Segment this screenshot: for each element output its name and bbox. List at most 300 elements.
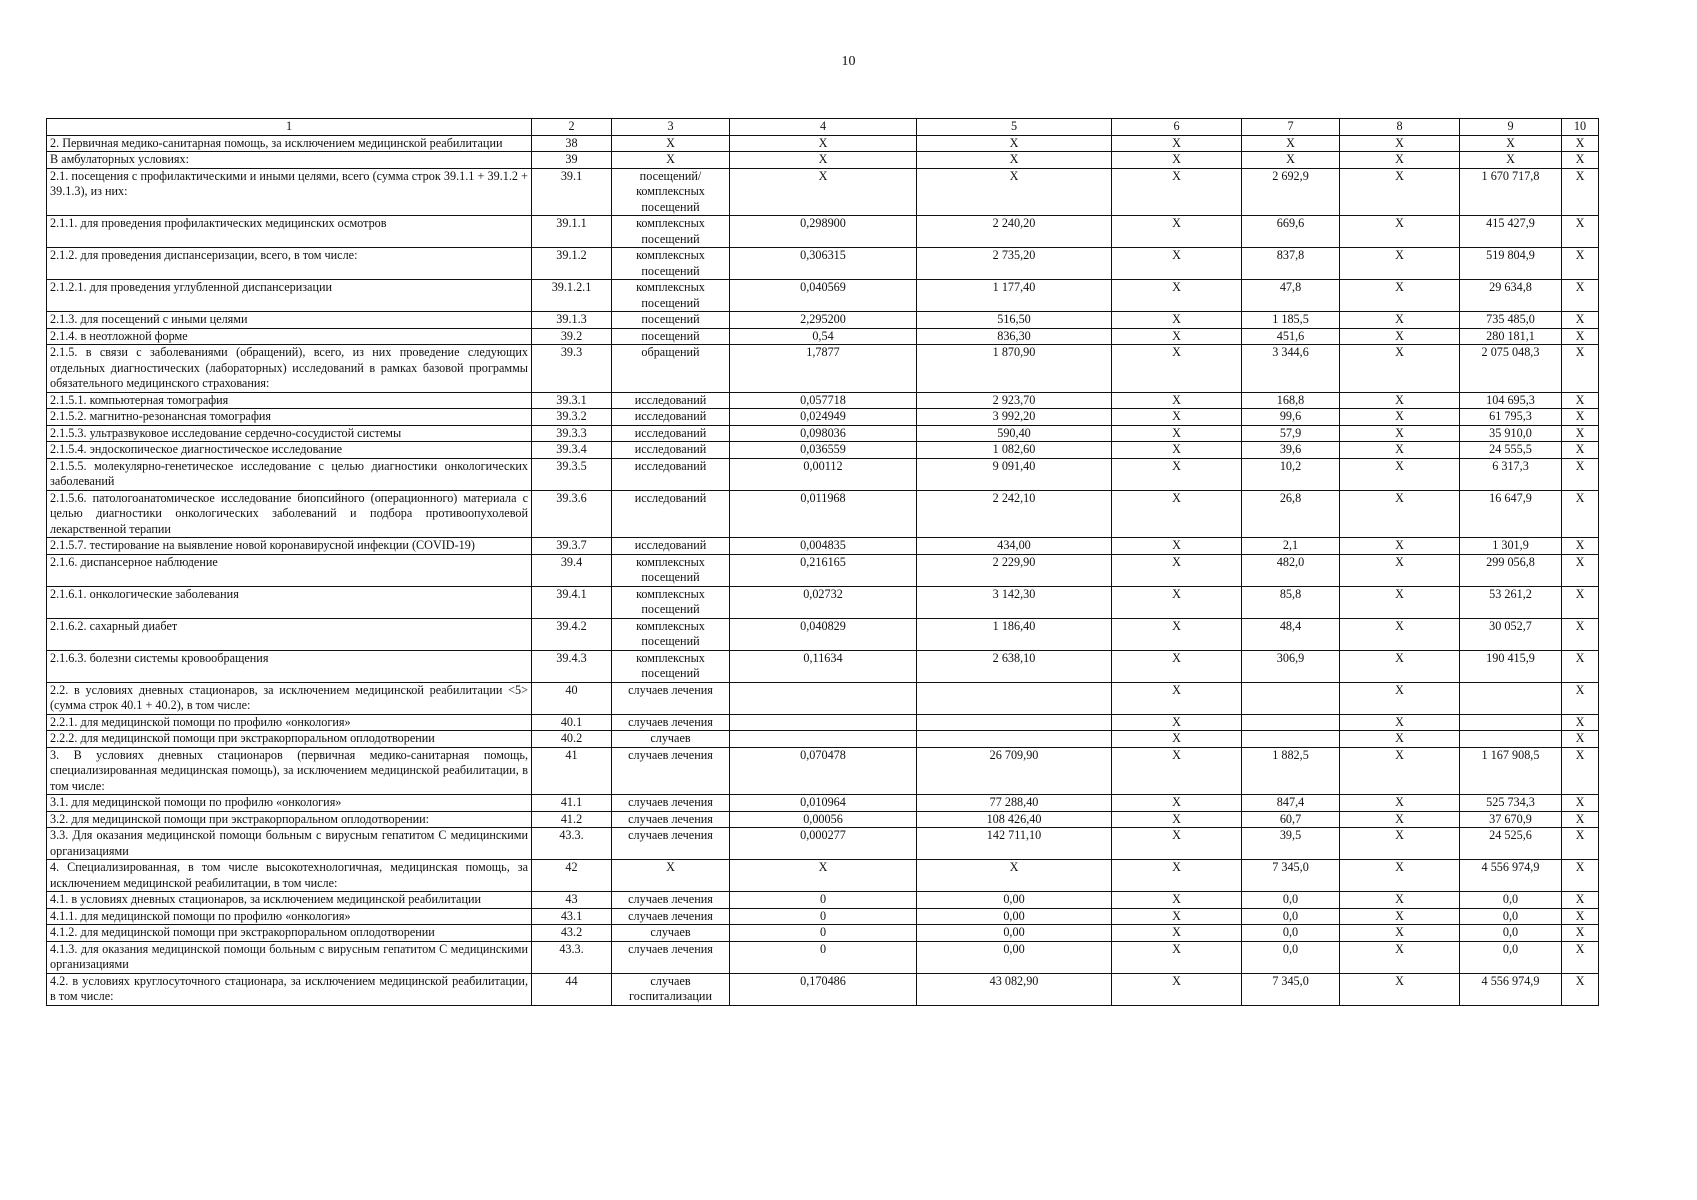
cell-col-7: 26,8 [1242, 490, 1340, 538]
table-row [47, 908, 1599, 925]
cell-col-7: X [1242, 135, 1340, 152]
cell-col-8: X [1340, 925, 1460, 942]
cell-col-5 [917, 731, 1112, 748]
cell-col-6: X [1112, 409, 1242, 426]
table-row [47, 328, 1599, 345]
cell-col-1: 3.3. Для оказания медицинской помощи больным с вирусным гепатитом С медицинскими организациями [47, 828, 532, 860]
cell-col-8: X [1340, 328, 1460, 345]
cell-col-10: X [1562, 747, 1599, 795]
cell-col-5: 0,00 [917, 941, 1112, 973]
cell-col-2: 41.1 [532, 795, 612, 812]
cell-col-7 [1242, 731, 1340, 748]
cell-col-1: 3. В условиях дневных стационаров (первичная медико-санитарная помощь, специализированная медицинская помощь), за исключением медицинской реабилитации, в том числе: [47, 747, 532, 795]
cell-col-5: 1 177,40 [917, 280, 1112, 312]
cell-col-7: 1 882,5 [1242, 747, 1340, 795]
cell-col-3: комплексных посещений [612, 248, 730, 280]
column-header-9: 9 [1460, 119, 1562, 136]
cell-col-3: исследований [612, 458, 730, 490]
cell-col-8: X [1340, 941, 1460, 973]
cell-col-3: обращений [612, 345, 730, 393]
cell-col-10: X [1562, 618, 1599, 650]
column-header-2: 2 [532, 119, 612, 136]
table-row [47, 747, 1599, 795]
cell-col-3: X [612, 152, 730, 169]
cell-col-3: исследований [612, 490, 730, 538]
cell-col-9: 2 075 048,3 [1460, 345, 1562, 393]
cell-col-3: случаев госпитализации [612, 973, 730, 1005]
cell-col-5: 43 082,90 [917, 973, 1112, 1005]
cell-col-3: случаев лечения [612, 811, 730, 828]
cell-col-8: X [1340, 554, 1460, 586]
cell-col-1: 3.1. для медицинской помощи по профилю «онкология» [47, 795, 532, 812]
cell-col-8: X [1340, 458, 1460, 490]
cell-col-3: случаев лечения [612, 828, 730, 860]
table-row [47, 892, 1599, 909]
cell-col-1: 2.1.1. для проведения профилактических медицинских осмотров [47, 216, 532, 248]
cell-col-2: 39.3.1 [532, 392, 612, 409]
cell-col-4: 0,098036 [730, 425, 917, 442]
cell-col-5: 2 923,70 [917, 392, 1112, 409]
cell-col-9: 29 634,8 [1460, 280, 1562, 312]
cell-col-2: 39.3.3 [532, 425, 612, 442]
cell-col-2: 43.3. [532, 941, 612, 973]
table-row [47, 538, 1599, 555]
cell-col-2: 39.1.2 [532, 248, 612, 280]
cell-col-6: X [1112, 650, 1242, 682]
cell-col-3: X [612, 860, 730, 892]
cell-col-5: X [917, 860, 1112, 892]
cell-col-2: 39.4.2 [532, 618, 612, 650]
column-header-10: 10 [1562, 119, 1599, 136]
cell-col-9: 1 167 908,5 [1460, 747, 1562, 795]
cell-col-7: 7 345,0 [1242, 973, 1340, 1005]
cell-col-2: 43.2 [532, 925, 612, 942]
cell-col-5: 836,30 [917, 328, 1112, 345]
cell-col-4: 0,010964 [730, 795, 917, 812]
cell-col-7: 306,9 [1242, 650, 1340, 682]
cell-col-3: посещений [612, 328, 730, 345]
cell-col-8: X [1340, 312, 1460, 329]
table-row [47, 312, 1599, 329]
cell-col-4: 0,00056 [730, 811, 917, 828]
cell-col-6: X [1112, 860, 1242, 892]
cell-col-6: X [1112, 828, 1242, 860]
cell-col-5: 26 709,90 [917, 747, 1112, 795]
cell-col-9: 735 485,0 [1460, 312, 1562, 329]
cell-col-9: 0,0 [1460, 892, 1562, 909]
cell-col-6: X [1112, 168, 1242, 216]
cell-col-10: X [1562, 392, 1599, 409]
cell-col-8: X [1340, 795, 1460, 812]
cell-col-4: X [730, 152, 917, 169]
cell-col-5: 0,00 [917, 925, 1112, 942]
cell-col-3: посещений [612, 312, 730, 329]
cell-col-8: X [1340, 392, 1460, 409]
cell-col-7: 0,0 [1242, 908, 1340, 925]
cell-col-3: случаев лечения [612, 795, 730, 812]
cell-col-7: 451,6 [1242, 328, 1340, 345]
cell-col-10: X [1562, 731, 1599, 748]
table-row [47, 941, 1599, 973]
cell-col-2: 40.1 [532, 714, 612, 731]
cell-col-8: X [1340, 135, 1460, 152]
cell-col-10: X [1562, 168, 1599, 216]
cell-col-10: X [1562, 409, 1599, 426]
cell-col-6: X [1112, 392, 1242, 409]
cell-col-1: 2.1. посещения с профилактическими и иными целями, всего (сумма строк 39.1.1 + 39.1.2 + 39.1.3), из них: [47, 168, 532, 216]
table-row [47, 442, 1599, 459]
cell-col-4: 0,040569 [730, 280, 917, 312]
cell-col-2: 39 [532, 152, 612, 169]
table-row [47, 925, 1599, 942]
header-row [47, 119, 1599, 136]
cell-col-3: случаев лечения [612, 747, 730, 795]
cell-col-7: 7 345,0 [1242, 860, 1340, 892]
cell-col-6: X [1112, 328, 1242, 345]
cell-col-8: X [1340, 409, 1460, 426]
cell-col-9: 1 301,9 [1460, 538, 1562, 555]
cell-col-6: X [1112, 973, 1242, 1005]
cell-col-6: X [1112, 538, 1242, 555]
cell-col-4: 0,070478 [730, 747, 917, 795]
cell-col-2: 38 [532, 135, 612, 152]
cell-col-4: 0,170486 [730, 973, 917, 1005]
table-row [47, 586, 1599, 618]
cell-col-2: 39.3.2 [532, 409, 612, 426]
cell-col-4 [730, 682, 917, 714]
cell-col-4 [730, 731, 917, 748]
cell-col-9: 104 695,3 [1460, 392, 1562, 409]
cell-col-4: X [730, 168, 917, 216]
cell-col-5: 77 288,40 [917, 795, 1112, 812]
table-row [47, 828, 1599, 860]
cell-col-5: 108 426,40 [917, 811, 1112, 828]
cell-col-3: случаев лечения [612, 892, 730, 909]
cell-col-4: 0,024949 [730, 409, 917, 426]
cell-col-10: X [1562, 682, 1599, 714]
column-header-6: 6 [1112, 119, 1242, 136]
cell-col-2: 39.1 [532, 168, 612, 216]
cell-col-3: исследований [612, 409, 730, 426]
cell-col-2: 39.4.1 [532, 586, 612, 618]
cell-col-9: 0,0 [1460, 941, 1562, 973]
cell-col-9: 525 734,3 [1460, 795, 1562, 812]
table-row [47, 345, 1599, 393]
cell-col-4: 0,216165 [730, 554, 917, 586]
cell-col-9: 24 525,6 [1460, 828, 1562, 860]
cell-col-6: X [1112, 490, 1242, 538]
cell-col-10: X [1562, 442, 1599, 459]
cell-col-10: X [1562, 328, 1599, 345]
table-row [47, 248, 1599, 280]
cell-col-7: X [1242, 152, 1340, 169]
cell-col-7: 0,0 [1242, 941, 1340, 973]
cell-col-7: 60,7 [1242, 811, 1340, 828]
cell-col-1: 2.1.5.7. тестирование на выявление новой коронавирусной инфекции (COVID-19) [47, 538, 532, 555]
column-header-5: 5 [917, 119, 1112, 136]
cell-col-6: X [1112, 618, 1242, 650]
cell-col-6: X [1112, 345, 1242, 393]
cell-col-8: X [1340, 538, 1460, 555]
cell-col-6: X [1112, 682, 1242, 714]
cell-col-7: 48,4 [1242, 618, 1340, 650]
cell-col-6: X [1112, 312, 1242, 329]
cell-col-7: 847,4 [1242, 795, 1340, 812]
cell-col-9 [1460, 714, 1562, 731]
cell-col-10: X [1562, 554, 1599, 586]
cell-col-6: X [1112, 280, 1242, 312]
cell-col-5: X [917, 152, 1112, 169]
table-row [47, 714, 1599, 731]
cell-col-5: X [917, 135, 1112, 152]
cell-col-3: комплексных посещений [612, 554, 730, 586]
cell-col-9 [1460, 682, 1562, 714]
cell-col-1: 2.2.2. для медицинской помощи при экстракорпоральном оплодотворении [47, 731, 532, 748]
cell-col-5: 3 992,20 [917, 409, 1112, 426]
cell-col-2: 39.3.6 [532, 490, 612, 538]
cell-col-8: X [1340, 860, 1460, 892]
table-row [47, 795, 1599, 812]
cell-col-6: X [1112, 442, 1242, 459]
cell-col-3: случаев [612, 731, 730, 748]
table-row [47, 409, 1599, 426]
cell-col-7: 39,6 [1242, 442, 1340, 459]
cell-col-9: 6 317,3 [1460, 458, 1562, 490]
cell-col-1: 2.1.5.1. компьютерная томография [47, 392, 532, 409]
cell-col-9: 4 556 974,9 [1460, 860, 1562, 892]
cell-col-2: 39.3.7 [532, 538, 612, 555]
column-header-4: 4 [730, 119, 917, 136]
cell-col-4 [730, 714, 917, 731]
cell-col-2: 39.1.3 [532, 312, 612, 329]
cell-col-4: 0,11634 [730, 650, 917, 682]
table-row [47, 682, 1599, 714]
cell-col-1: 3.2. для медицинской помощи при экстракорпоральном оплодотворении: [47, 811, 532, 828]
cell-col-2: 44 [532, 973, 612, 1005]
cell-col-4: 0,004835 [730, 538, 917, 555]
cell-col-9 [1460, 731, 1562, 748]
cell-col-5: 590,40 [917, 425, 1112, 442]
cell-col-1: 2.1.6.2. сахарный диабет [47, 618, 532, 650]
cell-col-3: исследований [612, 392, 730, 409]
cell-col-1: 4.1.3. для оказания медицинской помощи больным с вирусным гепатитом С медицинскими организациями [47, 941, 532, 973]
cell-col-10: X [1562, 425, 1599, 442]
cell-col-5: 434,00 [917, 538, 1112, 555]
cell-col-9: 519 804,9 [1460, 248, 1562, 280]
table-row [47, 168, 1599, 216]
cell-col-6: X [1112, 458, 1242, 490]
cell-col-9: 61 795,3 [1460, 409, 1562, 426]
cell-col-7: 39,5 [1242, 828, 1340, 860]
cell-col-4: 0 [730, 941, 917, 973]
cell-col-5: 2 240,20 [917, 216, 1112, 248]
cell-col-8: X [1340, 152, 1460, 169]
table-row [47, 490, 1599, 538]
cell-col-1: 4.2. в условиях круглосуточного стационара, за исключением медицинской реабилитации, в том числе: [47, 973, 532, 1005]
cell-col-4: 0,00112 [730, 458, 917, 490]
cell-col-1: 4. Специализированная, в том числе высокотехнологичная, медицинская помощь, за исключением медицинской реабилитации, в том числе: [47, 860, 532, 892]
cell-col-7: 669,6 [1242, 216, 1340, 248]
cell-col-1: 2.1.6.1. онкологические заболевания [47, 586, 532, 618]
cell-col-6: X [1112, 908, 1242, 925]
cell-col-2: 43.3. [532, 828, 612, 860]
cell-col-8: X [1340, 425, 1460, 442]
cell-col-9: 280 181,1 [1460, 328, 1562, 345]
cell-col-4: 0 [730, 908, 917, 925]
cell-col-5: 2 735,20 [917, 248, 1112, 280]
cell-col-2: 39.1.2.1 [532, 280, 612, 312]
cell-col-4: 0,02732 [730, 586, 917, 618]
cell-col-2: 40.2 [532, 731, 612, 748]
cell-col-3: комплексных посещений [612, 216, 730, 248]
cell-col-4: 0,000277 [730, 828, 917, 860]
cell-col-10: X [1562, 490, 1599, 538]
cell-col-4: 0,040829 [730, 618, 917, 650]
table-row [47, 731, 1599, 748]
cell-col-1: 4.1.1. для медицинской помощи по профилю «онкология» [47, 908, 532, 925]
cell-col-10: X [1562, 908, 1599, 925]
cell-col-1: 2.1.2. для проведения диспансеризации, всего, в том числе: [47, 248, 532, 280]
cell-col-10: X [1562, 586, 1599, 618]
cell-col-10: X [1562, 216, 1599, 248]
cell-col-6: X [1112, 925, 1242, 942]
cell-col-3: комплексных посещений [612, 618, 730, 650]
cell-col-10: X [1562, 860, 1599, 892]
cell-col-1: 2.1.6.3. болезни системы кровообращения [47, 650, 532, 682]
cell-col-7: 85,8 [1242, 586, 1340, 618]
cell-col-5: 1 082,60 [917, 442, 1112, 459]
cell-col-6: X [1112, 795, 1242, 812]
cell-col-9: 35 910,0 [1460, 425, 1562, 442]
cell-col-1: В амбулаторных условиях: [47, 152, 532, 169]
cell-col-10: X [1562, 312, 1599, 329]
cell-col-1: 2.1.5.6. патологоанатомическое исследование биопсийного (операционного) материала с целью диагностики онкологических заболеваний и подбора противоопухолевой лекарственной терапии [47, 490, 532, 538]
cell-col-9: 24 555,5 [1460, 442, 1562, 459]
cell-col-2: 39.1.1 [532, 216, 612, 248]
cell-col-6: X [1112, 586, 1242, 618]
cell-col-10: X [1562, 811, 1599, 828]
table-row [47, 860, 1599, 892]
cell-col-4: 0,54 [730, 328, 917, 345]
cell-col-6: X [1112, 216, 1242, 248]
cell-col-8: X [1340, 345, 1460, 393]
table-row [47, 811, 1599, 828]
cell-col-10: X [1562, 828, 1599, 860]
cell-col-4: 0,011968 [730, 490, 917, 538]
cell-col-7: 0,0 [1242, 892, 1340, 909]
cell-col-7: 837,8 [1242, 248, 1340, 280]
cell-col-7: 99,6 [1242, 409, 1340, 426]
cell-col-5: 2 242,10 [917, 490, 1112, 538]
cell-col-1: 2.1.4. в неотложной форме [47, 328, 532, 345]
cell-col-7 [1242, 682, 1340, 714]
cell-col-7: 47,8 [1242, 280, 1340, 312]
cell-col-5 [917, 682, 1112, 714]
cell-col-8: X [1340, 973, 1460, 1005]
cell-col-2: 41.2 [532, 811, 612, 828]
column-header-1: 1 [47, 119, 532, 136]
cell-col-3: комплексных посещений [612, 586, 730, 618]
cell-col-1: 2.2.1. для медицинской помощи по профилю «онкология» [47, 714, 532, 731]
table-row [47, 554, 1599, 586]
table-row [47, 618, 1599, 650]
cell-col-8: X [1340, 442, 1460, 459]
cell-col-3: случаев лечения [612, 908, 730, 925]
cell-col-9: 37 670,9 [1460, 811, 1562, 828]
cell-col-8: X [1340, 650, 1460, 682]
cell-col-10: X [1562, 650, 1599, 682]
table-row [47, 280, 1599, 312]
cell-col-7: 1 185,5 [1242, 312, 1340, 329]
cell-col-5: 1 870,90 [917, 345, 1112, 393]
cell-col-4: 0,298900 [730, 216, 917, 248]
cell-col-5 [917, 714, 1112, 731]
cell-col-6: X [1112, 892, 1242, 909]
cell-col-8: X [1340, 586, 1460, 618]
cell-col-1: 2. Первичная медико-санитарная помощь, за исключением медицинской реабилитации [47, 135, 532, 152]
cell-col-1: 2.1.5.5. молекулярно-генетическое исследование с целью диагностики онкологических заболеваний [47, 458, 532, 490]
cell-col-7: 168,8 [1242, 392, 1340, 409]
data-table [46, 118, 1599, 1006]
cell-col-7: 10,2 [1242, 458, 1340, 490]
cell-col-1: 4.1. в условиях дневных стационаров, за исключением медицинской реабилитации [47, 892, 532, 909]
cell-col-4: 0 [730, 892, 917, 909]
cell-col-3: комплексных посещений [612, 650, 730, 682]
table-row [47, 135, 1599, 152]
cell-col-5: 0,00 [917, 892, 1112, 909]
cell-col-2: 41 [532, 747, 612, 795]
cell-col-9: 190 415,9 [1460, 650, 1562, 682]
cell-col-8: X [1340, 828, 1460, 860]
cell-col-8: X [1340, 490, 1460, 538]
cell-col-6: X [1112, 152, 1242, 169]
cell-col-4: X [730, 860, 917, 892]
cell-col-8: X [1340, 908, 1460, 925]
cell-col-5: 142 711,10 [917, 828, 1112, 860]
cell-col-6: X [1112, 811, 1242, 828]
cell-col-7: 0,0 [1242, 925, 1340, 942]
cell-col-7 [1242, 714, 1340, 731]
cell-col-9: 299 056,8 [1460, 554, 1562, 586]
cell-col-10: X [1562, 538, 1599, 555]
cell-col-9: 4 556 974,9 [1460, 973, 1562, 1005]
cell-col-5: 2 229,90 [917, 554, 1112, 586]
cell-col-6: X [1112, 248, 1242, 280]
cell-col-10: X [1562, 941, 1599, 973]
table-row [47, 650, 1599, 682]
cell-col-8: X [1340, 682, 1460, 714]
cell-col-8: X [1340, 811, 1460, 828]
cell-col-4: 0 [730, 925, 917, 942]
cell-col-3: посещений/ комплексных посещений [612, 168, 730, 216]
cell-col-9: 53 261,2 [1460, 586, 1562, 618]
cell-col-1: 2.1.5.2. магнитно-резонансная томография [47, 409, 532, 426]
cell-col-1: 4.1.2. для медицинской помощи при экстракорпоральном оплодотворении [47, 925, 532, 942]
cell-col-7: 2 692,9 [1242, 168, 1340, 216]
cell-col-2: 39.4.3 [532, 650, 612, 682]
table-body [47, 135, 1599, 1005]
cell-col-5: 0,00 [917, 908, 1112, 925]
cell-col-8: X [1340, 731, 1460, 748]
cell-col-8: X [1340, 280, 1460, 312]
cell-col-3: случаев лечения [612, 682, 730, 714]
cell-col-4: 0,036559 [730, 442, 917, 459]
cell-col-3: случаев лечения [612, 714, 730, 731]
column-header-7: 7 [1242, 119, 1340, 136]
cell-col-3: случаев [612, 925, 730, 942]
cell-col-10: X [1562, 248, 1599, 280]
cell-col-3: случаев лечения [612, 941, 730, 973]
